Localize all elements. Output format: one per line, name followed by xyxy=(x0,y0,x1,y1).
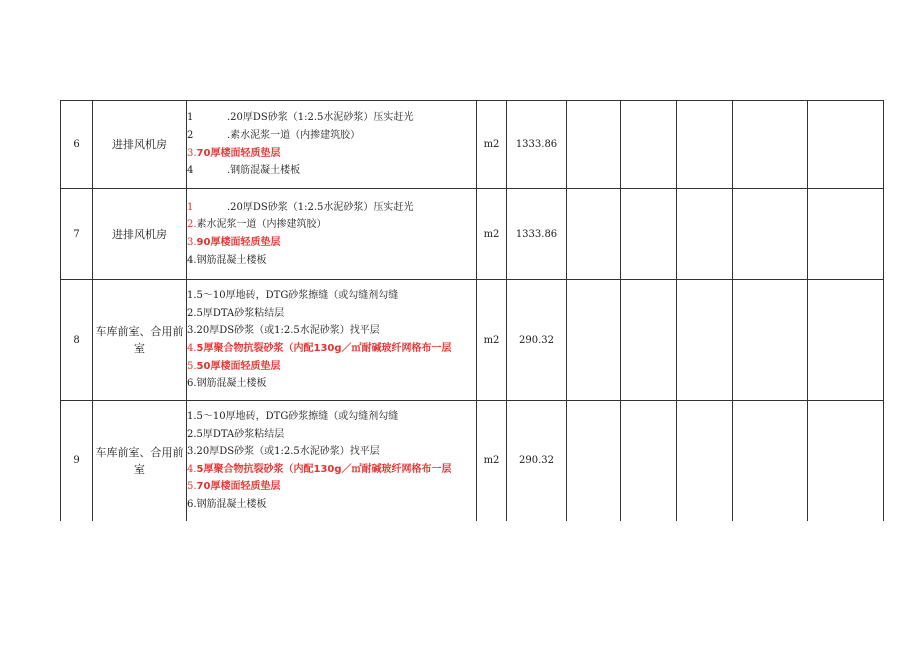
empty-cell xyxy=(677,101,733,189)
empty-cell xyxy=(808,189,884,280)
description-line xyxy=(187,234,476,252)
row-number: 9 xyxy=(61,401,93,521)
description-line xyxy=(187,216,476,234)
line-text: 20厚DS砂浆（或1:2.5水泥砂浆）找平层 xyxy=(196,446,380,458)
bill-of-quantities-table xyxy=(60,100,884,521)
table-row xyxy=(61,401,884,521)
quantity-cell: 1333.86 xyxy=(507,189,567,280)
description-cell xyxy=(187,280,477,401)
line-number: 4 xyxy=(187,165,194,177)
empty-cell xyxy=(733,189,808,280)
line-text: 90厚楼面轻质垫层 xyxy=(196,237,281,248)
description-line xyxy=(187,305,476,323)
line-number: 1 xyxy=(187,112,194,124)
line-text: 钢筋混凝土楼板 xyxy=(196,378,267,390)
description-line xyxy=(187,461,476,479)
line-number: 6. xyxy=(187,378,197,390)
unit-cell: m2 xyxy=(477,280,507,401)
line-number: 3. xyxy=(187,446,197,458)
line-text: 50厚楼面轻质垫层 xyxy=(196,360,281,372)
line-number: 3. xyxy=(187,147,197,159)
description-line xyxy=(187,145,476,163)
table-row xyxy=(61,280,884,401)
empty-cell xyxy=(621,280,677,401)
quantity-cell: 290.32 xyxy=(507,401,567,521)
empty-cell xyxy=(733,401,808,521)
location-cell: 车库前室、合用前室 xyxy=(93,401,187,521)
empty-cell xyxy=(567,401,621,521)
line-number: 5. xyxy=(187,481,197,493)
location-cell: 进排风机房 xyxy=(93,189,187,280)
line-number: 2 xyxy=(187,129,194,141)
line-text: 70厚楼面轻质垫层 xyxy=(196,147,281,159)
line-text: 5厚聚合物抗裂砂浆（内配130g／㎡耐碱玻纤网格布一层 xyxy=(196,463,452,475)
unit-cell: m2 xyxy=(477,189,507,280)
line-number: 2. xyxy=(187,428,197,440)
row-number: 7 xyxy=(61,189,93,280)
line-text: 钢筋混凝土楼板 xyxy=(196,498,267,510)
line-text: 素水泥浆一道（内掺建筑胶） xyxy=(196,219,327,231)
table-row xyxy=(61,189,884,280)
empty-cell xyxy=(567,189,621,280)
line-number: 3. xyxy=(187,325,197,337)
description-line xyxy=(187,408,476,426)
description-line xyxy=(187,443,476,461)
location-cell: 进排风机房 xyxy=(93,101,187,189)
description-line xyxy=(187,496,476,514)
line-text: .20厚DS砂浆（1:2.5水泥砂浆）压实赶光 xyxy=(227,112,414,124)
line-number: 3. xyxy=(187,237,197,248)
description-line xyxy=(187,127,476,145)
description-line xyxy=(187,375,476,393)
line-text: .20厚DS砂浆（1:2.5水泥砂浆）压实赶光 xyxy=(227,201,414,213)
description-line xyxy=(187,109,476,127)
row-number: 6 xyxy=(61,101,93,189)
empty-cell xyxy=(567,280,621,401)
line-number: 4. xyxy=(187,254,197,266)
table-body xyxy=(61,101,884,521)
description-line xyxy=(187,340,476,358)
empty-cell xyxy=(808,401,884,521)
description-cell xyxy=(187,101,477,189)
empty-cell xyxy=(621,401,677,521)
line-text: 5厚聚合物抗裂砂浆（内配130g／㎡耐碱玻纤网格布一层 xyxy=(196,343,452,354)
empty-cell xyxy=(621,101,677,189)
quantity-cell: 1333.86 xyxy=(507,101,567,189)
empty-cell xyxy=(808,280,884,401)
line-text: .钢筋混凝土楼板 xyxy=(227,165,301,177)
line-number: 2. xyxy=(187,307,197,319)
line-text: .素水泥浆一道（内掺建筑胶） xyxy=(227,129,361,141)
line-number: 1. xyxy=(187,290,197,302)
description-line xyxy=(187,287,476,305)
description-line xyxy=(187,358,476,376)
description-cell xyxy=(187,401,477,521)
row-number: 8 xyxy=(61,280,93,401)
description-line xyxy=(187,426,476,444)
line-number: 1 xyxy=(187,201,194,213)
table-row xyxy=(61,101,884,189)
unit-cell: m2 xyxy=(477,101,507,189)
line-text: 70厚楼面轻质垫层 xyxy=(196,481,281,493)
line-number: 1. xyxy=(187,410,197,422)
empty-cell xyxy=(733,280,808,401)
empty-cell xyxy=(621,189,677,280)
empty-cell xyxy=(567,101,621,189)
line-text: 20厚DS砂浆（或1:2.5水泥砂浆）找平层 xyxy=(196,325,380,337)
description-cell xyxy=(187,189,477,280)
line-number: 4. xyxy=(187,463,197,475)
line-text: 5厚DTA砂浆粘结层 xyxy=(196,428,285,440)
line-text: 钢筋混凝土楼板 xyxy=(196,254,267,266)
description-line xyxy=(187,199,476,217)
empty-cell xyxy=(677,189,733,280)
unit-cell: m2 xyxy=(477,401,507,521)
location-cell: 车库前室、合用前室 xyxy=(93,280,187,401)
description-line xyxy=(187,322,476,340)
line-text: 5～10厚地砖，DTG砂浆擦缝（或勾缝剂勾缝 xyxy=(196,410,399,422)
description-line xyxy=(187,478,476,496)
empty-cell xyxy=(808,101,884,189)
line-number: 4. xyxy=(187,343,197,354)
line-text: 5～10厚地砖，DTG砂浆擦缝（或勾缝剂勾缝 xyxy=(196,290,399,302)
description-line xyxy=(187,252,476,270)
quantity-cell: 290.32 xyxy=(507,280,567,401)
line-number: 2. xyxy=(187,219,197,231)
line-number: 5. xyxy=(187,360,197,372)
empty-cell xyxy=(677,280,733,401)
line-number: 6. xyxy=(187,498,197,510)
description-line xyxy=(187,162,476,180)
empty-cell xyxy=(733,101,808,189)
empty-cell xyxy=(677,401,733,521)
line-text: 5厚DTA砂浆粘结层 xyxy=(196,307,285,319)
